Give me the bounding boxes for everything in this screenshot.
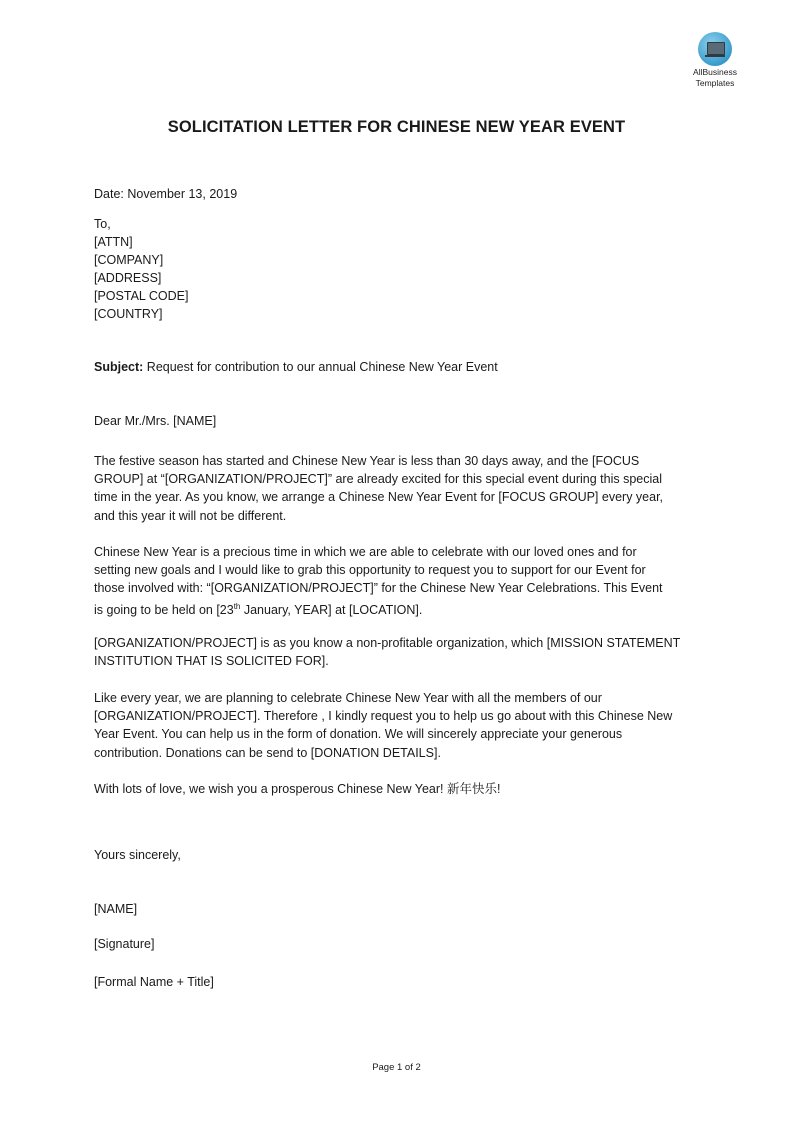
- page-number: Page 1 of 2: [372, 1062, 421, 1073]
- address-line: [ADDRESS]: [94, 271, 162, 285]
- paragraph-2: [94, 543, 698, 619]
- new-year-wish: With lots of love, we wish you a prosperous Chinese New Year! 新年快乐!: [94, 782, 501, 796]
- subject-line: [94, 358, 498, 376]
- paragraph-line: INSTITUTION THAT IS SOLICITED FOR].: [94, 654, 329, 669]
- allbusiness-logo: [684, 32, 746, 88]
- logo-text-line1: AllBusiness: [693, 67, 737, 77]
- salutation: Dear Mr./Mrs. [NAME]: [94, 414, 217, 428]
- letter-date: Date: November 13, 2019: [94, 187, 238, 201]
- paragraph-4: [94, 689, 698, 762]
- address-line: To,: [94, 217, 111, 231]
- closing: Yours sincerely,: [94, 848, 181, 862]
- address-line: [COMPANY]: [94, 253, 164, 267]
- paragraph-line: and this year it will not be different.: [94, 508, 287, 523]
- formal-name-title: [Formal Name + Title]: [94, 975, 214, 989]
- paragraph-line: setting new goals and I would like to grab this opportunity to request you to support for our Event for: [94, 563, 646, 578]
- address-line: [ATTN]: [94, 235, 133, 249]
- subject-label: Subject:: [94, 360, 144, 374]
- event-date-text: is going to be held on [23: [94, 602, 234, 617]
- paragraph-line: Like every year, we are planning to celebrate Chinese New Year with all the members of our: [94, 691, 602, 705]
- sender-name: [NAME]: [94, 902, 138, 916]
- paragraph-line: GROUP] at “[ORGANIZATION/PROJECT]” are already excited for this special event during this special: [94, 472, 663, 487]
- address-line: [COUNTRY]: [94, 307, 163, 321]
- document-title: SOLICITATION LETTER FOR CHINESE NEW YEAR EVENT: [167, 118, 626, 136]
- paragraph-line: Year Event. You can help us in the form of donation. We will sincerely appreciate your generous: [94, 727, 623, 742]
- paragraph-line: time in the year. As you know, we arrange a Chinese New Year Event for [FOCUS GROUP] every year,: [94, 490, 664, 505]
- paragraph-line: [94, 598, 698, 619]
- address-line: [POSTAL CODE]: [94, 289, 189, 303]
- signature-placeholder: [Signature]: [94, 937, 155, 951]
- paragraph-1: [94, 452, 698, 525]
- paragraph-line: [ORGANIZATION/PROJECT] is as you know a non-profitable organization, which [MISSION STATEMENT: [94, 636, 681, 650]
- paragraph-line: those involved with: “[ORGANIZATION/PROJECT]” for the Chinese New Year Celebrations. This Event: [94, 581, 663, 596]
- logo-text-line2: Templates: [695, 78, 735, 88]
- event-location-text: January, YEAR] at [LOCATION].: [240, 602, 423, 617]
- paragraph-line: Chinese New Year is a precious time in which we are able to celebrate with our loved ones and for: [94, 545, 637, 559]
- ordinal-suffix: th: [233, 601, 241, 611]
- paragraph-line: [ORGANIZATION/PROJECT]. Therefore , I kindly request you to help us go about with this Chinese New: [94, 709, 673, 724]
- paragraph-line: The festive season has started and Chinese New Year is less than 30 days away, and the [FOCUS: [94, 454, 640, 468]
- paragraph-line: contribution. Donations can be send to [DONATION DETAILS].: [94, 745, 441, 760]
- laptop-icon: [698, 32, 732, 66]
- subject-text: Request for contribution to our annual Chinese New Year Event: [143, 360, 498, 374]
- paragraph-3: [94, 634, 698, 670]
